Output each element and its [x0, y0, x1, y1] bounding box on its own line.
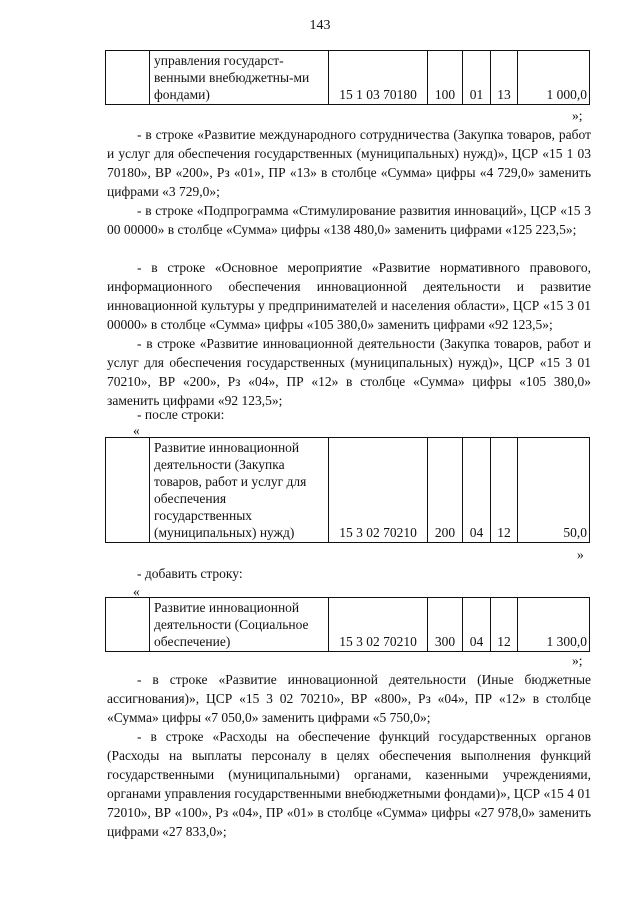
row-name-cell: Развитие инновационной деятельности (Социальное обеспечение): [150, 598, 329, 652]
paragraph: - в строке «Основное мероприятие «Развитие нормативного правового, информационного обеспечения инновационной деятельности и развитие инновационной культуры у предпринимателей и населения области», ЦСР «15 3 01 00000» в столбце «Сумма» цифры «105 380,0» заменить цифрами «92 123,5»;: [107, 260, 591, 332]
closing-quote: »;: [572, 653, 583, 668]
pr-cell: 13: [491, 51, 518, 105]
opening-quote: «: [133, 584, 140, 599]
empty-number-cell: [106, 598, 150, 652]
sum-cell: 50,0: [518, 438, 590, 543]
opening-quote: «: [133, 423, 140, 438]
table-row: [106, 51, 590, 105]
empty-number-cell: [106, 51, 150, 105]
rz-cell: 04: [463, 598, 491, 652]
sum-cell: 1 000,0: [518, 51, 590, 105]
pr-cell: 12: [491, 438, 518, 543]
closing-quote: »: [577, 547, 584, 562]
csr-cell: 15 1 03 70180: [329, 51, 428, 105]
csr-cell: 15 3 02 70210: [329, 438, 428, 543]
paragraph: - в строке «Подпрограмма «Стимулирование развития инноваций», ЦСР «15 3 00 00000» в столбце «Сумма» цифры «138 480,0» заменить цифрами «125 223,5»;: [107, 203, 591, 237]
paragraph: - в строке «Развитие инновационной деятельности (Иные бюджетные ассигнования)», ЦСР «15 3 02 70210», ВР «800», Рз «04», ПР «12» в столбце «Сумма» цифры «7 050,0» заменить цифрами «5 750,0»;: [107, 672, 591, 725]
paragraph: - в строке «Расходы на обеспечение функций государственных органов (Расходы на выплаты персоналу в целях обеспечения выполнения функций государственными (муниципальными) органами, казенными учреждениями, органами управления государственными внебюджетными фондами)», ЦСР «15 4 01 72010», ВР «100», Рз «04», ПР «01» в столбце «Сумма» цифры «27 978,0» заменить цифрами «27 833,0»;: [107, 729, 591, 839]
rz-cell: 04: [463, 438, 491, 543]
budget-table-added-row: [105, 597, 590, 652]
budget-table-after-row: [105, 437, 590, 543]
empty-number-cell: [106, 438, 150, 543]
pr-cell: 12: [491, 598, 518, 652]
vr-cell: 300: [428, 598, 463, 652]
sum-cell: 1 300,0: [518, 598, 590, 652]
paragraph: - в строке «Развитие инновационной деятельности (Закупка товаров, работ и услуг для обеспечения государственных (муниципальных) нужд)», ЦСР «15 3 01 70210», ВР «200», Рз «04», ПР «12» в столбце «Сумма» цифры «105 380,0» заменить цифрами «92 123,5»;: [107, 336, 591, 408]
table-row: [106, 438, 590, 543]
table-row: [106, 598, 590, 652]
vr-cell: 100: [428, 51, 463, 105]
after-row-label: - после строки:: [137, 407, 225, 422]
vr-cell: 200: [428, 438, 463, 543]
budget-table-continuation: [105, 50, 590, 105]
closing-quote: »;: [572, 108, 583, 123]
row-name-cell: управления государст-венными внебюджетны-ми фондами): [150, 51, 329, 105]
csr-cell: 15 3 02 70210: [329, 598, 428, 652]
paragraph: - в строке «Развитие международного сотрудничества (Закупка товаров, работ и услуг для обеспечения государственных (муниципальных) нужд)», ЦСР «15 1 03 70180», ВР «200», Рз «01», ПР «13» в столбце «Сумма» цифры «4 729,0» заменить цифрами «3 729,0»;: [107, 127, 591, 199]
rz-cell: 01: [463, 51, 491, 105]
page-number: 143: [309, 18, 331, 33]
add-row-label: - добавить строку:: [137, 566, 243, 581]
row-name-cell: Развитие инновационной деятельности (Закупка товаров, работ и услуг для обеспечения государственных (муниципальных) нужд): [150, 438, 329, 543]
